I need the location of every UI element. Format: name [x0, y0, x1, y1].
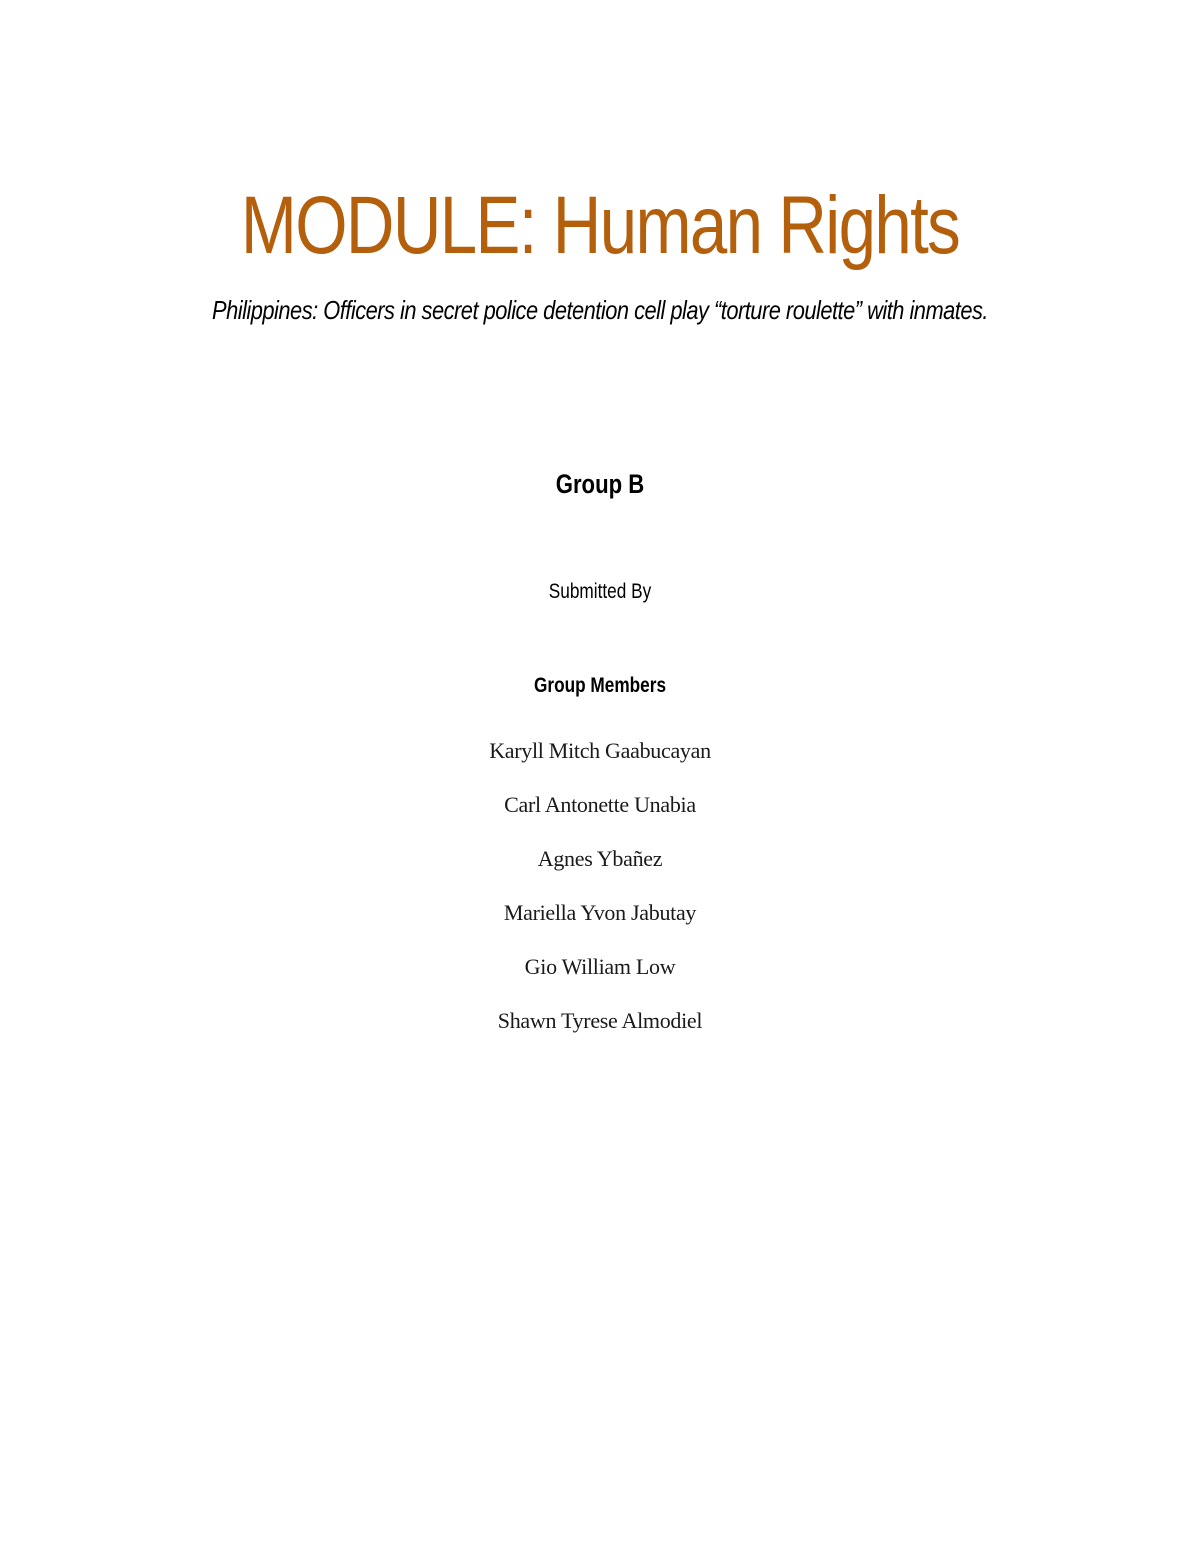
member-name: Karyll Mitch Gaabucayan — [489, 738, 711, 763]
member-name: Gio William Low — [524, 954, 676, 979]
submitted-by-label: Submitted By — [548, 580, 652, 603]
group-name: Group B — [555, 469, 645, 499]
member-name: Agnes Ybañez — [537, 846, 663, 871]
group-members-list — [0, 736, 1200, 1060]
member-name: Shawn Tyrese Almodiel — [497, 1008, 703, 1033]
member-name: Mariella Yvon Jabutay — [503, 900, 697, 925]
member-name: Carl Antonette Unabia — [504, 792, 696, 817]
page-title: MODULE: Human Rights — [240, 180, 960, 271]
group-members-heading: Group Members — [533, 674, 667, 697]
page-subtitle: Philippines: Officers in secret police detention cell play “torture roulette” with inmates. — [212, 295, 988, 325]
